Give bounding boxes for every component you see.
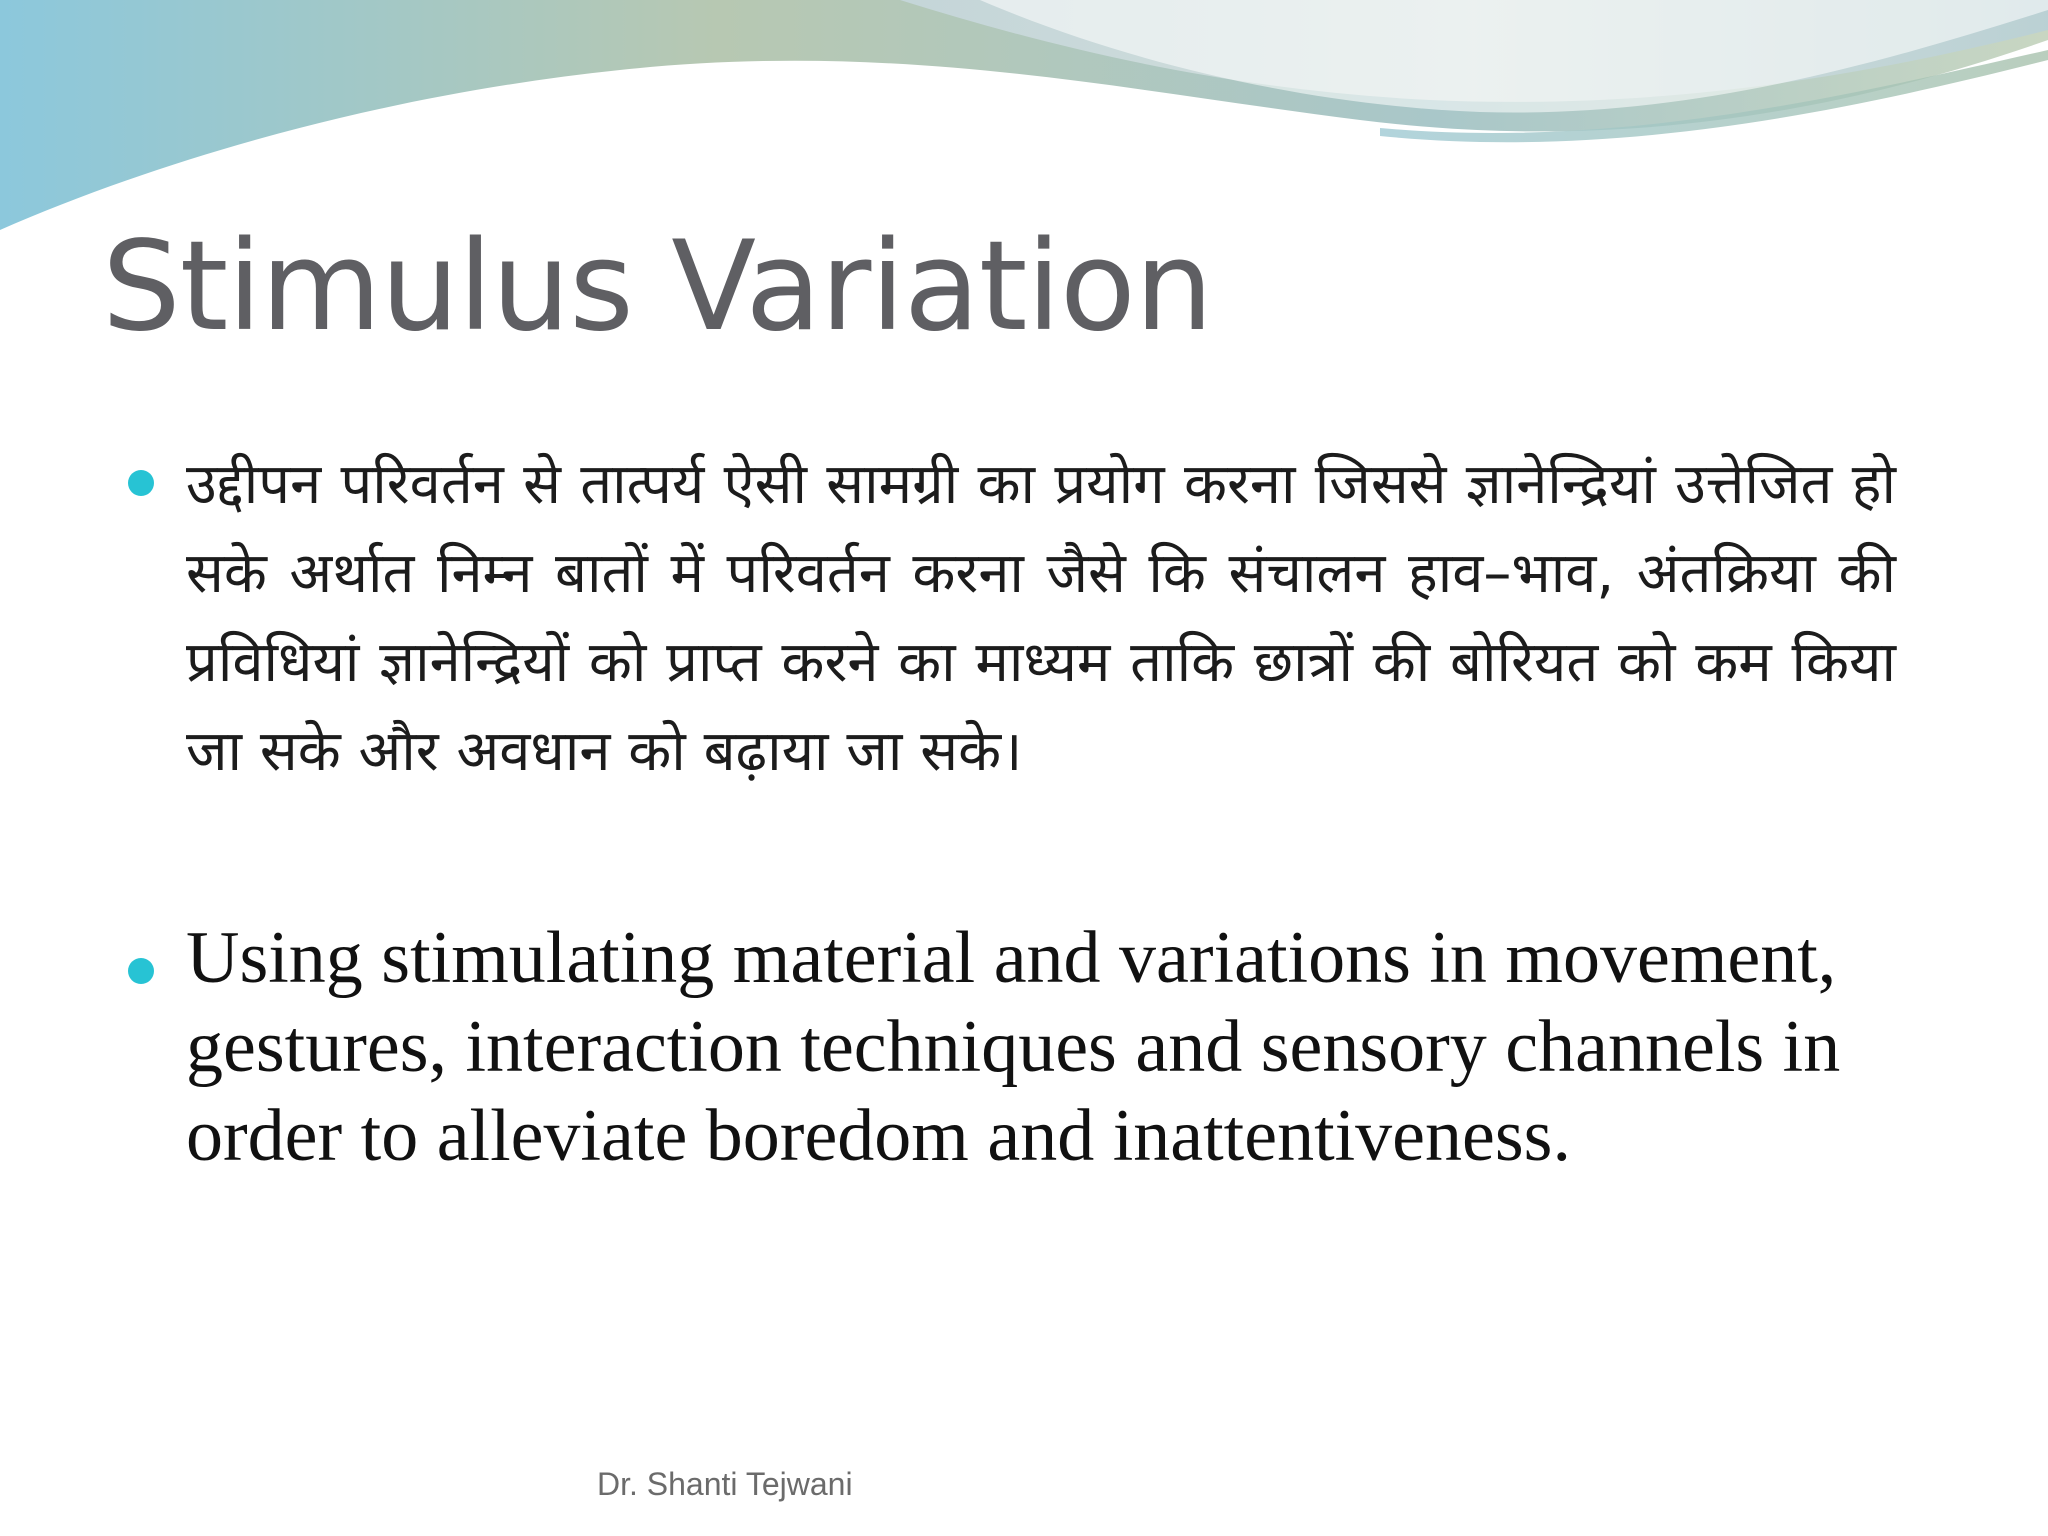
bullet-text-english: Using stimulating material and variations in movement, gestures, interaction techniques and sensory channels in order to alleviate boredom and inattentiveness.: [186, 917, 1841, 1177]
bullet-text-hindi: उद्दीपन परिवर्तन से तात्पर्य ऐसी सामग्री का प्रयोग करना जिससे ज्ञानेन्द्रियां उत्तेजित हो सके अर्थात निम्न बातों में परिवर्तन करना जैसे कि संचालन हाव–भाव, अंतक्रिया की प्रविधियां ज्ञानेन्द्रियों को प्राप्त करने का माध्यम ताकि छात्रों की बोरियत को कम किया जा सके और अवधान को बढ़ाया जा सके।: [186, 452, 1896, 784]
bullet-dot-icon: [128, 470, 154, 496]
footer-author: Dr. Shanti Tejwani: [597, 1466, 853, 1502]
bullet-item-hindi: [128, 440, 1908, 796]
bullet-list: [128, 440, 1908, 1181]
bullet-item-english: [128, 914, 1908, 1181]
slide-title: Stimulus Variation: [102, 215, 1213, 359]
bullet-dot-icon: [128, 958, 154, 984]
